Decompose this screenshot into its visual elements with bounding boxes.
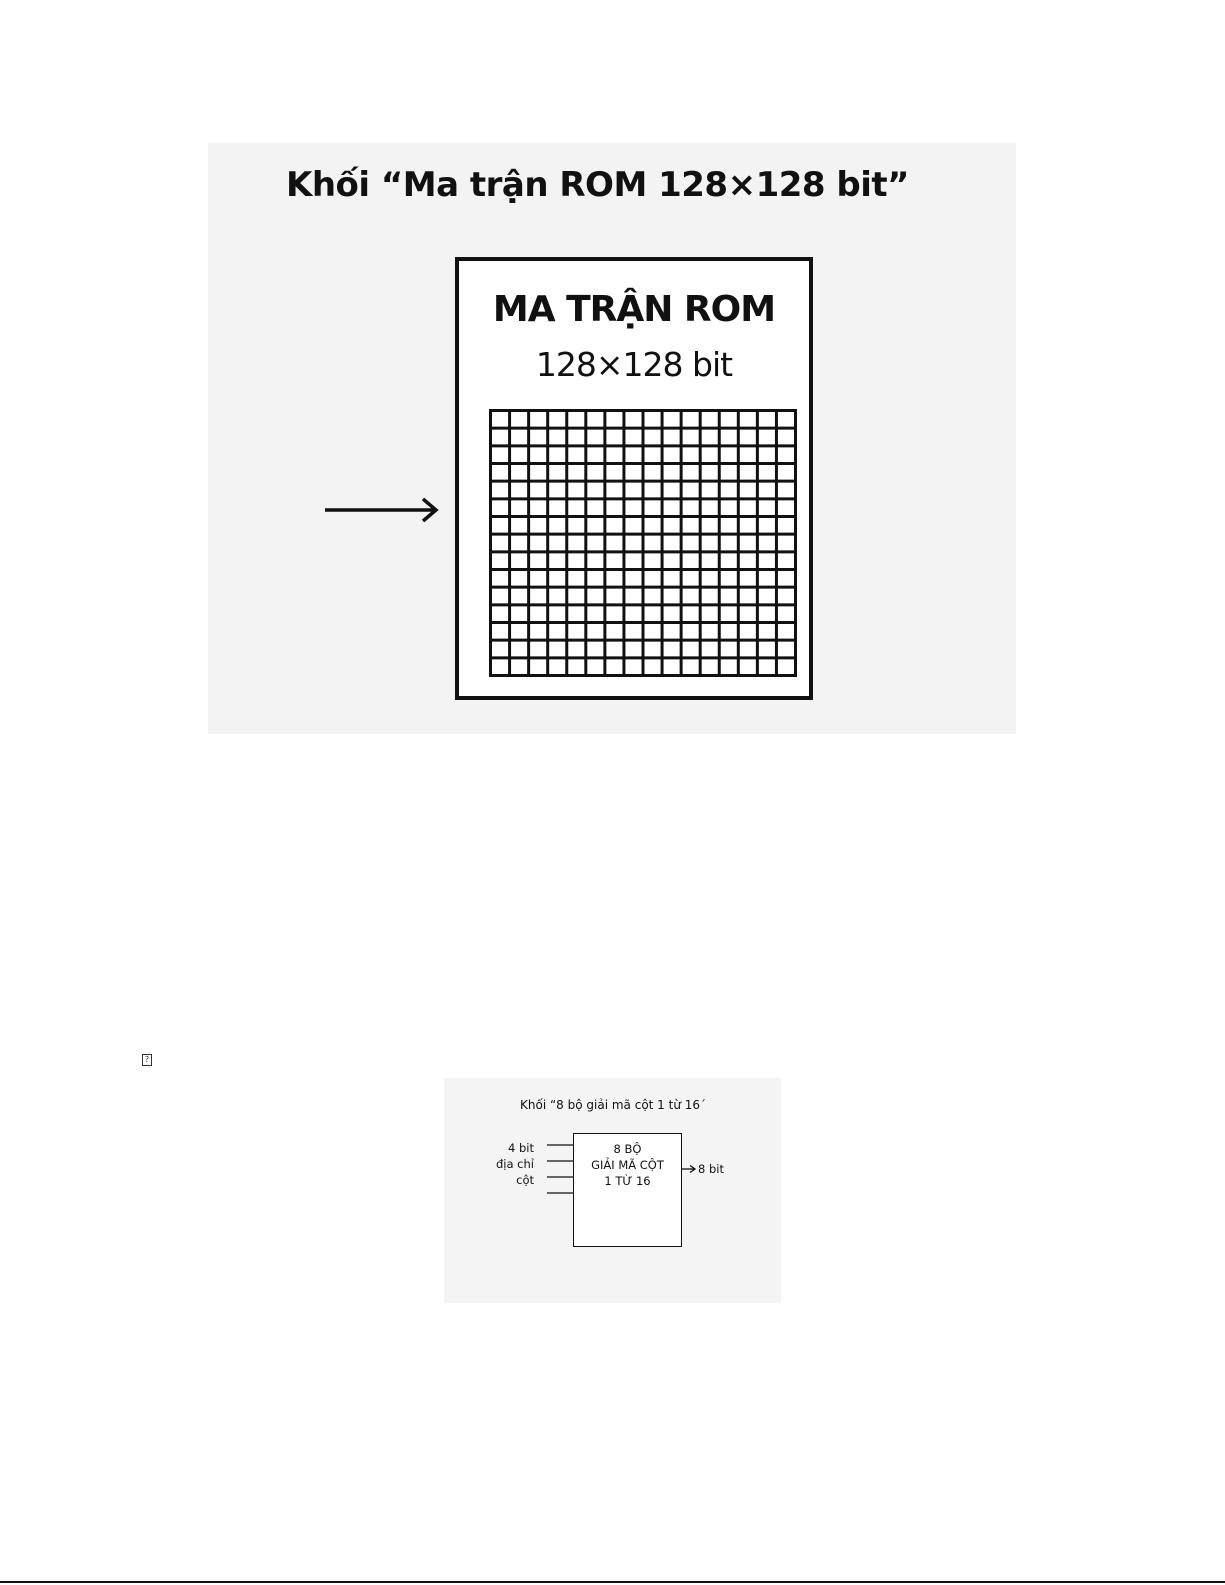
rom-figure-title: Khối “Ma trận ROM 128×128 bit” — [286, 165, 909, 205]
rom-cell-grid — [489, 409, 797, 677]
decoder-block-label-line: GIẢI MÃ CỘT — [591, 1158, 664, 1172]
output-label: 8 bit — [698, 1162, 724, 1176]
rom-matrix-block — [455, 257, 813, 700]
page-bottom-rule — [0, 1581, 1225, 1583]
rom-block-size: 128×128 bit — [535, 345, 733, 384]
decoder-block-label-line: 8 BỘ — [613, 1142, 642, 1156]
input-label-line: cột — [516, 1173, 534, 1187]
rom-block-heading: MA TRẬN ROM — [492, 289, 776, 330]
decoder-figure — [444, 1078, 781, 1303]
decoder-figure-title: Khối “8 bộ giải mã cột 1 từ 16´ — [520, 1098, 707, 1112]
column-decoder-block — [573, 1133, 682, 1247]
decoder-output-arrow-icon — [682, 1166, 695, 1173]
input-label-line: địa chỉ — [495, 1157, 534, 1171]
missing-glyph-icon: ? — [142, 1054, 152, 1066]
rom-figure — [208, 143, 1016, 734]
decoder-block-label-line: 1 TỪ 16 — [604, 1174, 651, 1188]
input-arrow-icon — [325, 495, 441, 525]
input-label-line: 4 bit — [508, 1141, 534, 1155]
